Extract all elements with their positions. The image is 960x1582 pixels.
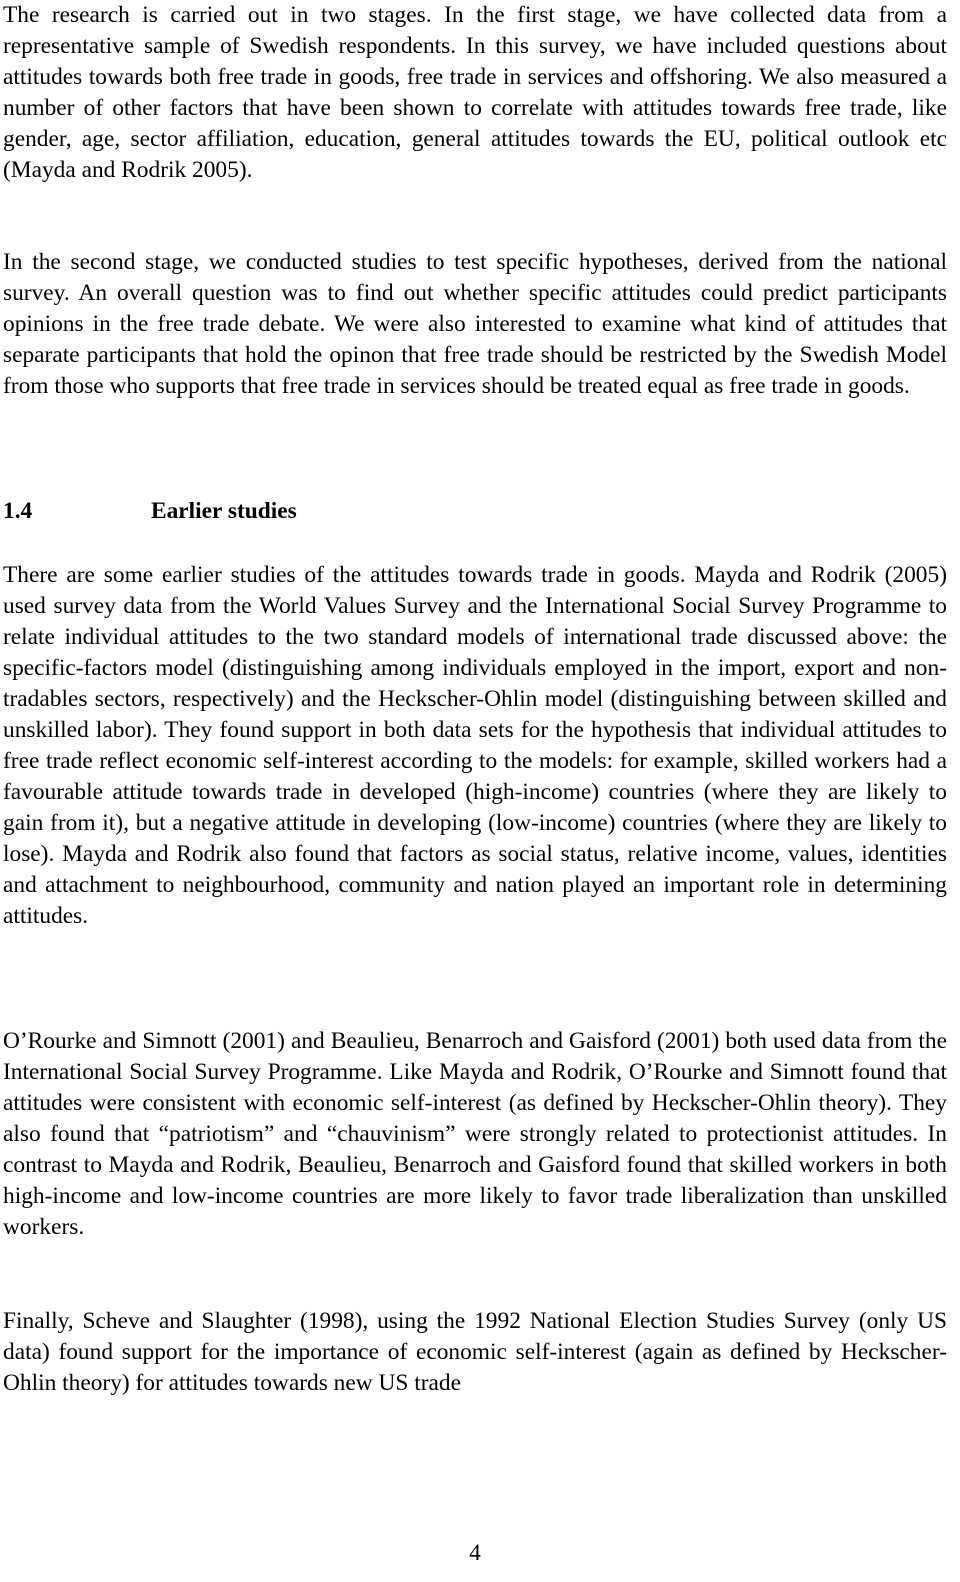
paragraph-orourke-beaulieu: O’Rourke and Simnott (2001) and Beaulieu, Benarroch and Gaisford (2001) both used data from the International Social Survey Programme. Like Mayda and Rodrik, O’Rourke and Simnott found that attitudes were consistent with economic self-interest (as defined by Heckscher-Ohlin theory). They also found that “patriotism” and “chauvinism” were strongly related to protectionist attitudes. In contrast to Mayda and Rodrik, Beaulieu, Benarroch and Gaisford found that skilled workers in both high-income and low-income countries are more likely to favor trade liberalization than unskilled workers. (3, 1028, 947, 1240)
section-number: 1.4 (3, 498, 33, 524)
paragraph-earlier-studies: There are some earlier studies of the attitudes towards trade in goods. Mayda and Rodrik (2005) used survey data from the World Values Survey and the International Social Survey Programme to relate individual attitudes to the two standard models of international trade discussed above: the specific-factors model (distinguishing among individuals employed in the import, export and non-tradables sectors, respectively) and the Heckscher-Ohlin model (distinguishing between skilled and unskilled labor). They found support in both data sets for the hypothesis that individual attitudes to free trade reflect economic self-interest according to the models: for example, skilled workers had a favourable attitude towards trade in developed (high-income) countries (where they are likely to gain from it), but a negative attitude in developing (low-income) countries (where they are likely to lose). Mayda and Rodrik also found that factors as social status, relative income, values, identities and attachment to neighbourhood, community and nation played an important role in determining attitudes. (3, 562, 947, 929)
page-number: 4 (469, 1540, 481, 1566)
section-heading (3, 496, 947, 527)
section-title: Earlier studies (151, 498, 297, 524)
paragraph-scheve-slaughter: Finally, Scheve and Slaughter (1998), using the 1992 National Election Studies Survey (only US data) found support for the importance of economic self-interest (again as defined by Heckscher-Ohlin theory) for attitudes towards new US trade (3, 1308, 947, 1396)
paragraph-second-stage: In the second stage, we conducted studies to test specific hypotheses, derived from the national survey. An overall question was to find out whether specific attitudes could predict participants opinions in the free trade debate. We were also interested to examine what kind of attitudes that separate participants that hold the opinon that free trade should be restricted by the Swedish Model from those who supports that free trade in services should be treated equal as free trade in goods. (3, 249, 947, 399)
paragraph-research-stages: The research is carried out in two stages. In the first stage, we have collected data from a representative sample of Swedish respondents. In this survey, we have included questions about attitudes towards both free trade in goods, free trade in services and offshoring. We also measured a number of other factors that have been shown to correlate with attitudes towards free trade, like gender, age, sector affiliation, education, general attitudes towards the EU, political outlook etc (Mayda and Rodrik 2005). (3, 2, 947, 183)
